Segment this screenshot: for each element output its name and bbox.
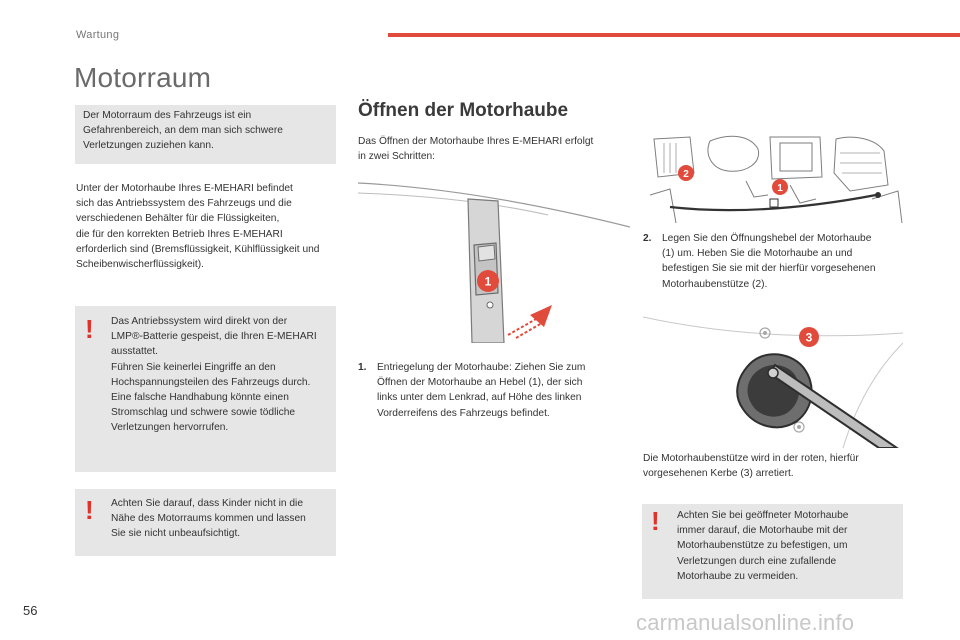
step-line: Motorhaubenstütze (2). <box>662 278 768 290</box>
main-paragraph <box>76 181 344 272</box>
main-line: sich das Antriebssystem des Fahrzeugs und die <box>76 198 292 210</box>
open-intro-paragraph <box>358 134 628 164</box>
step-line: Legen Sie den Öffnungshebel der Motorhaube <box>662 233 872 244</box>
step-line: (1) um. Heben Sie die Motorhaube an und <box>662 248 853 260</box>
callout-1-label: 1 <box>777 183 783 194</box>
warning-line: immer darauf, die Motorhaube mit der <box>677 525 848 537</box>
open-intro-line: in zwei Schritten: <box>358 151 436 163</box>
step-line: Vorderreifens des Fahrzeugs befindet. <box>377 407 550 419</box>
step-line: Öffnen der Motorhaube an Hebel (1), der sich <box>377 377 583 389</box>
callout-2-label: 2 <box>683 169 689 180</box>
support-line: vorgesehenen Kerbe (3) arretiert. <box>643 468 794 480</box>
warning-line: Sie sie nicht unbeaufsichtigt. <box>111 528 241 540</box>
intro-box <box>75 105 336 164</box>
intro-line: Gefahrenbereich, an dem man sich schwere <box>83 125 283 137</box>
section-heading-open-hood: Öffnen der Motorhaube <box>358 100 569 121</box>
figure-engine-bay-lever <box>650 133 903 226</box>
warning-line: Nähe des Motorraums kommen und lassen <box>111 513 306 525</box>
warning-icon: ! <box>85 495 94 525</box>
figure-support-notch <box>643 303 903 448</box>
warning-box-hood-support <box>642 504 903 599</box>
intro-line: Der Motorraum des Fahrzeugs ist ein <box>83 110 252 121</box>
pull-direction-arrow-icon <box>508 305 552 338</box>
open-intro-line: Das Öffnen der Motorhaube Ihres E-MEHARI erfolgt <box>358 136 594 147</box>
warning-icon: ! <box>85 314 94 344</box>
step-line: befestigen Sie sie mit der hierfür vorgesehenen <box>662 263 876 275</box>
figure-hood-release-lever <box>358 175 630 343</box>
header-accent-bar <box>388 33 960 37</box>
warning-line: Motorhaubenstütze zu befestigen, um <box>677 540 848 552</box>
callout-3-label: 3 <box>805 330 813 345</box>
warning-line: Motorhaube zu vermeiden. <box>677 570 799 582</box>
warning-icon: ! <box>651 506 660 536</box>
warning-line: Stromschlag und schwere sowie tödliche <box>111 407 296 419</box>
main-line: verschiedenen Behälter für die Flüssigkeiten, <box>76 213 280 225</box>
step-number: 2. <box>643 233 652 244</box>
main-line: erforderlich sind (Bremsflüssigkeit, Kühlflüssigkeit und <box>76 243 320 255</box>
section-label: Wartung <box>76 29 120 41</box>
step-number: 1. <box>358 362 367 373</box>
warning-line: Hochspannungsteilen des Fahrzeugs durch. <box>111 376 311 388</box>
warning-line: Eine falsche Handhabung könnte einen <box>111 392 289 404</box>
main-line: Scheibenwischerflüssigkeit). <box>76 259 204 271</box>
page-title: Motorraum <box>74 62 212 93</box>
intro-line: Verletzungen zuziehen kann. <box>83 140 214 152</box>
warning-line: Achten Sie bei geöffneter Motorhaube <box>677 510 849 521</box>
step-line: Entriegelung der Motorhaube: Ziehen Sie zum <box>377 362 586 373</box>
main-line: Unter der Motorhaube Ihres E-MEHARI befindet <box>76 183 293 194</box>
warning-line: LMP®-Batterie gespeist, die Ihren E-MEHARI <box>111 331 317 343</box>
warning-line: Achten Sie darauf, dass Kinder nicht in die <box>111 498 303 509</box>
watermark: carmanualsonline.info <box>636 610 855 635</box>
warning-line: Führen Sie keinerlei Eingriffe an den <box>111 361 276 373</box>
warning-line: Verletzungen hervorrufen. <box>111 422 229 434</box>
warning-box-high-voltage <box>75 306 336 472</box>
warning-box-children <box>75 489 336 556</box>
main-line: die für den korrekten Betrieb Ihres E-MEHARI <box>76 228 283 240</box>
step-1 <box>358 360 618 421</box>
warning-line: Das Antriebssystem wird direkt von der <box>111 316 288 327</box>
step-line: links unter dem Lenkrad, auf Höhe des linken <box>377 392 582 404</box>
callout-1-label: 1 <box>484 274 492 289</box>
step-2 <box>643 231 903 292</box>
page-number: 56 <box>23 603 38 618</box>
support-paragraph <box>643 451 905 481</box>
support-line: Die Motorhaubenstütze wird in der roten, hierfür <box>643 453 859 464</box>
warning-line: Verletzungen durch eine zufallende <box>677 555 837 567</box>
warning-line: ausstattet. <box>111 346 159 358</box>
